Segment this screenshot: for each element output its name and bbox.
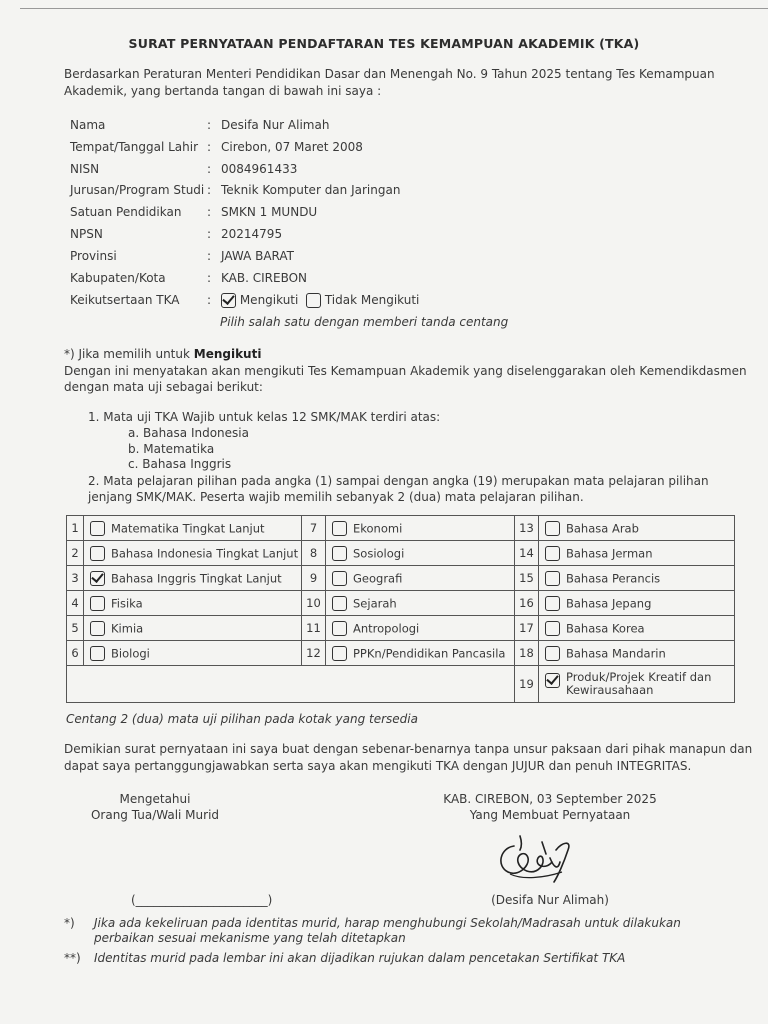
place-date: KAB. CIREBON, 03 September 2025 — [443, 792, 657, 806]
subject-name: PPKn/Pendidikan Pancasila — [353, 646, 506, 660]
subject-number: 13 — [515, 516, 539, 541]
field-value: Cirebon, 07 Maret 2008 — [221, 140, 363, 154]
field-value: 0084961433 — [221, 162, 298, 176]
subject-name: Biologi — [111, 646, 150, 660]
subject-name: Antropologi — [353, 621, 420, 635]
subject-number: 17 — [515, 616, 539, 641]
mengikuti-label: Mengikuti — [239, 293, 299, 307]
footnote-2 — [64, 951, 754, 969]
subject-number: 8 — [302, 541, 326, 566]
subject-checkbox[interactable] — [545, 571, 560, 586]
subject-checkbox[interactable] — [545, 596, 560, 611]
note-prefix: *) Jika memilih untuk — [64, 347, 194, 361]
subject-cell — [326, 541, 515, 566]
subject-cell — [326, 616, 515, 641]
subject-checkbox[interactable] — [545, 673, 560, 688]
subject-number: 18 — [515, 641, 539, 666]
subject-checkbox[interactable] — [90, 546, 105, 561]
subject-checkbox[interactable] — [90, 521, 105, 536]
field-label: Kabupaten/Kota — [70, 271, 166, 285]
mandatory-subject-b: b. Matematika — [128, 442, 215, 456]
subject-name-line1: Produk/Projek Kreatif dan — [566, 670, 712, 684]
student-signature-block — [420, 791, 680, 823]
subject-number: 7 — [302, 516, 326, 541]
signer-role: Yang Membuat Pernyataan — [469, 808, 631, 822]
subject-cell — [84, 616, 302, 641]
subject-number: 12 — [302, 641, 326, 666]
subject-name: Fisika — [111, 596, 143, 610]
subject-cell — [326, 591, 515, 616]
subject-name: Sosiologi — [353, 546, 405, 560]
subject-cell — [326, 516, 515, 541]
subject-name: Bahasa Jepang — [566, 596, 652, 610]
subject-checkbox[interactable] — [90, 596, 105, 611]
field-label: NISN — [70, 162, 100, 176]
empty-cell — [67, 666, 515, 703]
table-row — [67, 591, 735, 616]
subject-name: Matematika Tingkat Lanjut — [111, 521, 265, 535]
footnote-mark: *) — [64, 916, 75, 930]
mandatory-subjects-heading: 1. Mata uji TKA Wajib untuk kelas 12 SMK/MAK terdiri atas: — [88, 410, 441, 424]
subject-name: Bahasa Inggris Tingkat Lanjut — [111, 571, 282, 585]
page-top-border — [20, 8, 768, 9]
elective-checkbox-instruction: Centang 2 (dua) mata uji pilihan pada kotak yang tersedia — [66, 712, 418, 726]
parent-signature-blank: (______________________) — [131, 893, 273, 907]
subject-number: 15 — [515, 566, 539, 591]
document-title: SURAT PERNYATAAN PENDAFTARAN TES KEMAMPUAN AKADEMIK (TKA) — [128, 36, 640, 51]
subject-name: Bahasa Arab — [566, 521, 639, 535]
subject-name: Bahasa Indonesia Tingkat Lanjut — [111, 546, 299, 560]
footnote-text: Identitas murid pada lembar ini akan dijadikan rujukan dalam pencetakan Sertifikat TKA — [94, 951, 626, 965]
subject-checkbox[interactable] — [332, 646, 347, 661]
subject-name: Ekonomi — [353, 521, 403, 535]
subject-number: 4 — [67, 591, 84, 616]
field-label: Provinsi — [70, 249, 117, 263]
subject-number: 3 — [67, 566, 84, 591]
subject-checkbox[interactable] — [90, 621, 105, 636]
field-value: 20214795 — [221, 227, 283, 241]
parent-role-label: Orang Tua/Wali Murid — [90, 808, 220, 822]
subject-cell — [326, 566, 515, 591]
table-row — [67, 566, 735, 591]
table-row — [67, 641, 735, 666]
subject-number: 9 — [302, 566, 326, 591]
table-row — [67, 666, 735, 703]
footnote-mark: **) — [64, 951, 81, 965]
subject-number: 1 — [67, 516, 84, 541]
field-label: Satuan Pendidikan — [70, 205, 182, 219]
subject-cell — [539, 591, 735, 616]
handwritten-signature — [492, 832, 582, 888]
field-label: Tempat/Tanggal Lahir — [70, 140, 199, 154]
mandatory-subject-a: a. Bahasa Indonesia — [128, 426, 249, 440]
mengikuti-checkbox[interactable] — [221, 293, 236, 308]
subject-cell — [539, 616, 735, 641]
subject-number: 5 — [67, 616, 84, 641]
parent-signature-block — [60, 791, 250, 823]
signer-name: (Desifa Nur Alimah) — [491, 893, 609, 907]
field-value: JAWA BARAT — [221, 249, 295, 263]
field-value: SMKN 1 MUNDU — [221, 205, 318, 219]
subject-number: 16 — [515, 591, 539, 616]
acknowledge-label: Mengetahui — [119, 792, 191, 806]
field-label: Keikutsertaan TKA — [70, 293, 180, 307]
table-row — [67, 541, 735, 566]
field-label: Jurusan/Program Studi — [70, 183, 205, 197]
subject-cell — [539, 516, 735, 541]
field-value: KAB. CIREBON — [221, 271, 308, 285]
subject-number: 19 — [515, 666, 539, 703]
subject-checkbox[interactable] — [545, 546, 560, 561]
subject-number: 2 — [67, 541, 84, 566]
subject-cell — [539, 641, 735, 666]
subject-name: Geografi — [353, 571, 403, 585]
subject-cell — [84, 541, 302, 566]
subject-name-line2: Kewirausahaan — [566, 683, 654, 697]
subject-cell — [84, 566, 302, 591]
declaration-paragraph: Dengan ini menyatakan akan mengikuti Tes Kemampuan Akademik yang diselenggarakan oleh Kemendikdasmen dengan mata uji sebagai berikut: — [64, 364, 747, 394]
subject-cell — [326, 641, 515, 666]
subject-number: 11 — [302, 616, 326, 641]
subject-name: Bahasa Jerman — [566, 546, 653, 560]
subject-checkbox[interactable] — [332, 546, 347, 561]
subject-checkbox[interactable] — [545, 646, 560, 661]
conditional-note — [64, 347, 261, 361]
participation-hint: Pilih salah satu dengan memberi tanda centang — [220, 315, 509, 329]
footnote-1 — [64, 916, 754, 948]
subject-checkbox[interactable] — [90, 646, 105, 661]
field-label: Nama — [70, 118, 106, 132]
subject-cell — [84, 641, 302, 666]
subject-checkbox[interactable] — [332, 521, 347, 536]
note-bold: Mengikuti — [193, 347, 262, 361]
mandatory-subject-c: c. Bahasa Inggris — [128, 457, 232, 471]
subject-checkbox[interactable] — [545, 621, 560, 636]
subject-name: Bahasa Korea — [566, 621, 645, 635]
subject-cell — [84, 591, 302, 616]
subject-cell — [84, 516, 302, 541]
subject-checkbox[interactable] — [332, 571, 347, 586]
subject-number: 10 — [302, 591, 326, 616]
subject-checkbox[interactable] — [332, 596, 347, 611]
subject-checkbox[interactable] — [332, 621, 347, 636]
subject-number: 14 — [515, 541, 539, 566]
field-value: Teknik Komputer dan Jaringan — [221, 183, 401, 197]
tidak-mengikuti-checkbox[interactable] — [306, 293, 321, 308]
table-row — [67, 616, 735, 641]
subject-cell — [539, 541, 735, 566]
subject-checkbox[interactable] — [545, 521, 560, 536]
subject-name: Bahasa Mandarin — [566, 646, 666, 660]
subject-name: Bahasa Perancis — [566, 571, 661, 585]
table-row — [67, 516, 735, 541]
subject-cell — [539, 666, 735, 703]
subject-name: Kimia — [111, 621, 144, 635]
participation-options — [221, 291, 419, 309]
elective-instruction: 2. Mata pelajaran pilihan pada angka (1) sampai dengan angka (19) merupakan mata pelajaran pilihan jenjang SMK/MAK. Peserta wajib memilih sebanyak 2 (dua) mata pelajaran pilihan. — [88, 474, 709, 504]
field-value: Desifa Nur Alimah — [221, 118, 330, 132]
subject-cell — [539, 566, 735, 591]
subject-checkbox[interactable] — [90, 571, 105, 586]
closing-paragraph: Demikian surat pernyataan ini saya buat dengan sebenar-benarnya tanpa unsur paksaan dari pihak manapun dan dapat saya pertanggungjawabkan serta saya akan mengikuti TKA dengan JUJUR dan penuh INTEGRITAS. — [64, 742, 753, 773]
tidak-mengikuti-label: Tidak Mengikuti — [324, 293, 420, 307]
subject-name: Sejarah — [353, 596, 397, 610]
intro-paragraph: Berdasarkan Peraturan Menteri Pendidikan Dasar dan Menengah No. 9 Tahun 2025 tentang Tes Kemampuan Akademik, yang bertanda tangan di bawah ini saya : — [64, 67, 715, 98]
field-label: NPSN — [70, 227, 103, 241]
footnote-text: Jika ada kekeliruan pada identitas murid, harap menghubungi Sekolah/Madrasah untuk dilakukan perbaikan sesuai mekanisme yang telah ditetapkan — [94, 916, 681, 945]
elective-subjects-table — [66, 515, 735, 703]
subject-number: 6 — [67, 641, 84, 666]
